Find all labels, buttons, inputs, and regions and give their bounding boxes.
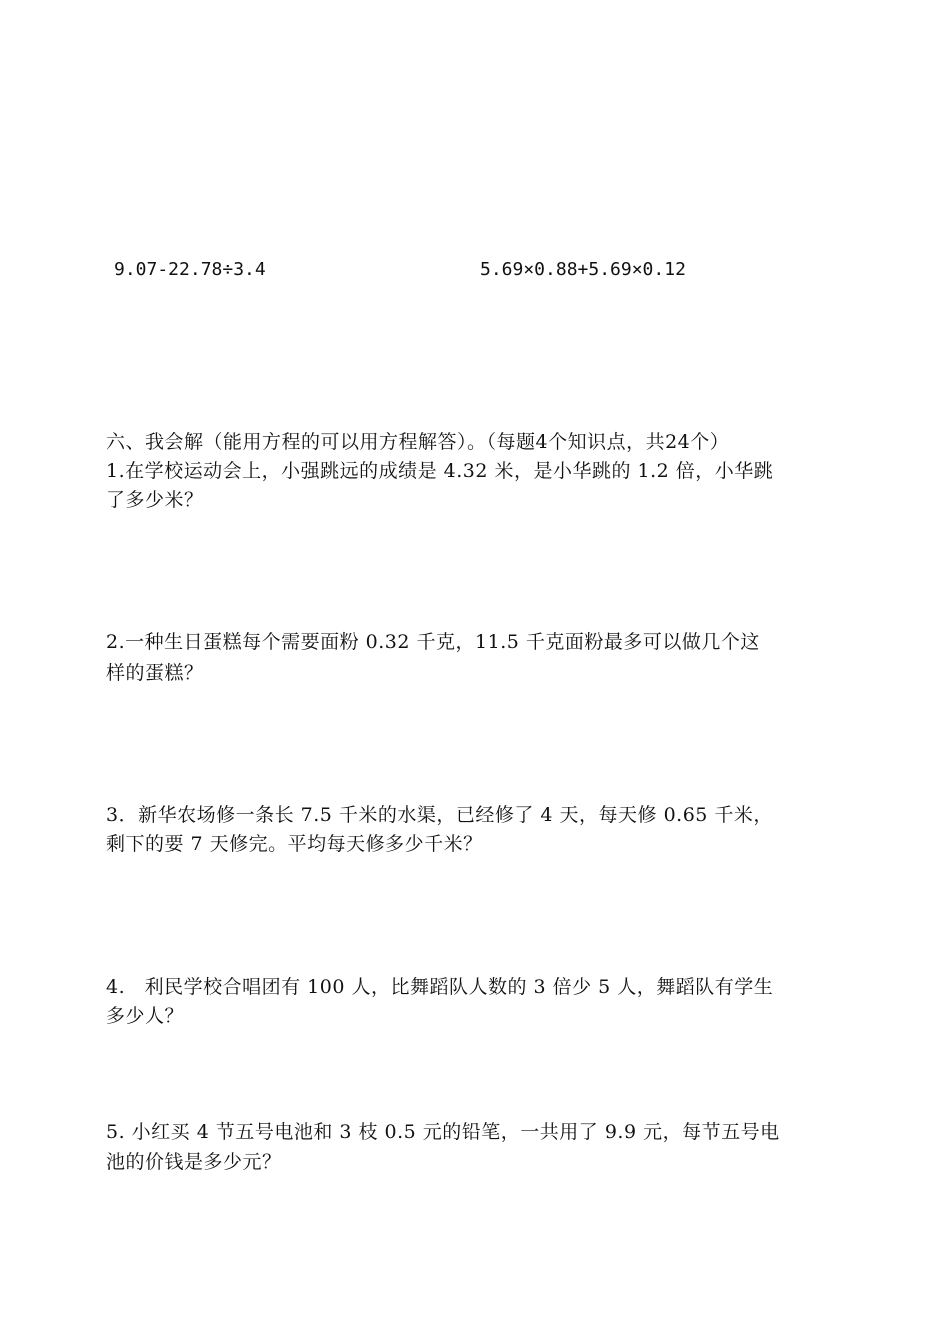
- calc-expression-right: 5.69×0.88+5.69×0.12: [480, 259, 686, 280]
- problem-text-line: 4. 利民学校合唱团有 100 人，比舞蹈队人数的 3 倍少 5 人，舞蹈队有学生: [106, 976, 774, 998]
- calc-expression-left: 9.07-22.78÷3.4: [114, 259, 266, 280]
- problem-text-line: 剩下的要 7 天修完。平均每天修多少千米？: [106, 833, 483, 855]
- problem-text-line: 多少人？: [106, 1005, 185, 1027]
- section-heading: 六、我会解（能用方程的可以用方程解答）。（每题4个知识点，共24个）: [106, 431, 730, 453]
- problem-text-line: 样的蛋糕？: [106, 662, 204, 684]
- problem-text-line: 5. 小红买 4 节五号电池和 3 枝 0.5 元的铅笔，一共用了 9.9 元，每节五号电: [106, 1121, 780, 1143]
- problem-text-line: 了多少米？: [106, 489, 204, 511]
- problem-text-line: 2.一种生日蛋糕每个需要面粉 0.32 千克，11.5 千克面粉最多可以做几个这: [106, 631, 760, 653]
- problem-text-line: 3．新华农场修一条长 7.5 千米的水渠，已经修了 4 天，每天修 0.65 千米，: [106, 804, 773, 826]
- problem-text-line: 1.在学校运动会上，小强跳远的成绩是 4.32 米，是小华跳的 1.2 倍，小华跳: [106, 460, 774, 482]
- problem-text-line: 池的价钱是多少元？: [106, 1151, 282, 1173]
